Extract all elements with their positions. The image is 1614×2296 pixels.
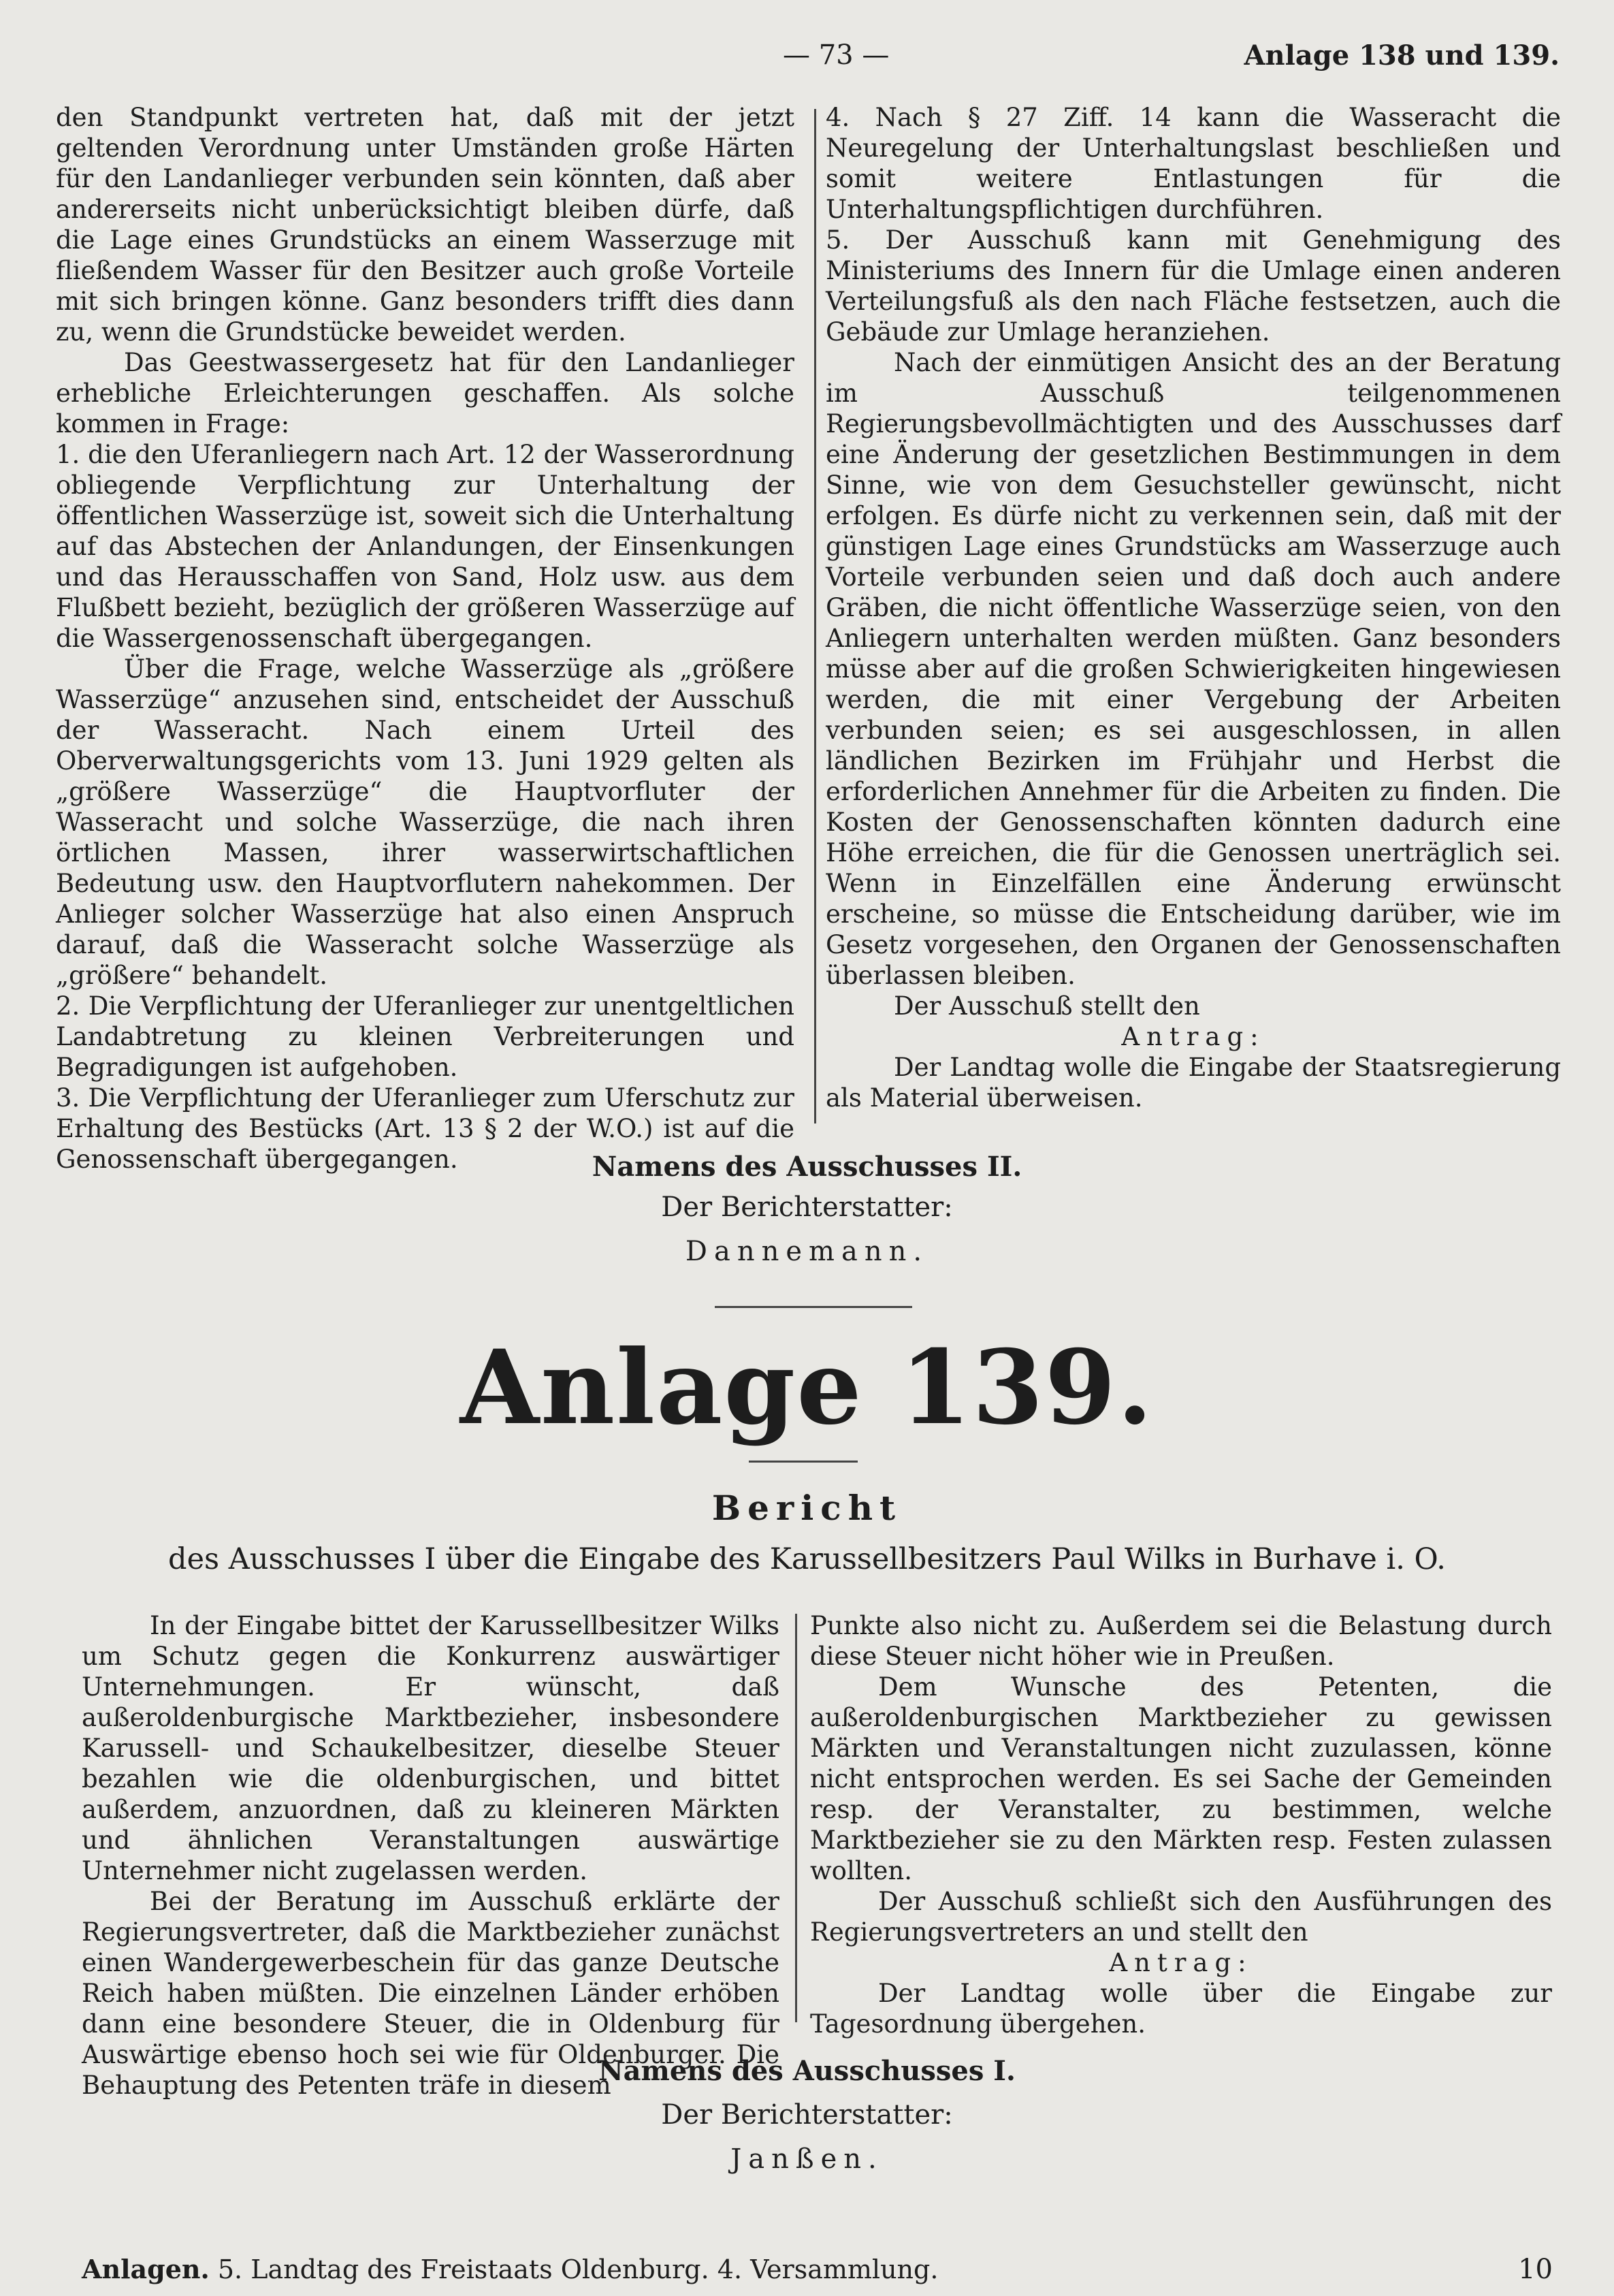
page-header [61, 39, 1560, 87]
page-footer [82, 2254, 1553, 2284]
paragraph: Der Ausschuß schließt sich den Ausführungen des Regierungsvertreters an und stellt den [810, 1887, 1552, 1947]
paragraph: Antrag: [1121, 1022, 1265, 1051]
paragraph: Über die Frage, welche Wasserzüge als „größere Wasserzüge“ anzusehen sind, entscheidet der Ausschuß der Wasseracht. Nach einem Urteil des Oberverwaltungsgerichts vom 13. Juni 1929 gelten als „größere Wasserzüge“ die Hauptvorfluter der Wasseracht und solche Wasserzüge, die nach ihren örtlichen Massen, ihrer wasserwirtschaftlichen Bedeutung usw. den Hauptvorflutern nahekommen. Der Anlieger solcher Wasserzüge hat also einen Anspruch darauf, daß die Wasseracht solche Wasserzüge als „größere“ behandelt. [56, 654, 794, 990]
anlage139-title: Anlage 139. [459, 1328, 1155, 1448]
running-title: Anlage 138 und 139. [1244, 39, 1560, 71]
section-divider [715, 1306, 912, 1308]
paragraph: Der Landtag wolle die Eingabe der Staatsregierung als Material überweisen. [826, 1053, 1561, 1113]
column-divider [814, 109, 816, 1123]
footer-assembly: 5. Landtag des Freistaats Oldenburg. 4. Versammlung. [217, 2254, 939, 2284]
paragraph: Bei der Beratung im Ausschuß erklärte der Regierungsvertreter, daß die Marktbezieher zunächst einen Wandergewerbeschein für das ganze Deutsche Reich haben müßten. Die einzelnen Länder erhöben dann eine besondere Steuer, die in Oldenburg für Auswärtige ebenso hoch sei wie für Oldenburger. Die Behauptung des Petenten träfe in diesem [82, 1887, 779, 2100]
anlage139-left-column [82, 1610, 779, 2101]
title-underline [749, 1461, 858, 1463]
paragraph: Dem Wunsche des Petenten, die außeroldenburgischen Marktbezieher zu gewissen Märkten und Veranstaltungen nicht zuzulassen, könne nicht entsprochen werden. Es sei Sache der Gemeinden resp. der Veranstalter, zu bestimmen, welche Marktbezieher sie zu den Märkten resp. Festen zulassen wollten. [810, 1672, 1552, 1885]
paragraph: Nach der einmütigen Ansicht des an der Beratung im Ausschuß teilgenommenen Regierungsbevollmächtigten und des Ausschusses darf eine Änderung der gesetzlichen Bestimmungen in dem Sinne, wie von dem Gesuchsteller gewünscht, nicht erfolgen. Es dürfe nicht zu verkennen sein, daß mit der günstigen Lage eines Grundstücks am Wasserzuge auch Vorteile verbunden seien und daß doch auch andere Gräben, die nicht öffentliche Wasserzüge seien, von den Anliegern unterhalten werden müßten. Ganz besonders müsse aber auf die großen Schwierigkeiten hingewiesen werden, die mit einer Vergebung der Arbeiten verbunden seien; es sei ausgeschlossen, in allen ländlichen Bezirken im Frühjahr und Herbst die erforderlichen Annehmer für die Arbeiten zu finden. Die Kosten der Genossenschaften könnten dadurch eine Höhe erreichen, die für die Genossen unerträglich sei. Wenn in Einzelfällen eine Änderung erwünscht erscheine, so müsse die Entscheidung darüber, wie im Gesetz vorgesehen, den Organen der Genossenschaften überlassen bleiben. [826, 348, 1561, 990]
footer-label: Anlagen. [82, 2254, 210, 2284]
anlage138-right-column [826, 102, 1561, 1113]
paragraph: 1. die den Uferanliegern nach Art. 12 der Wasserordnung obliegende Verpflichtung zur Unterhaltung der öffentlichen Wasserzüge ist, soweit sich die Unterhaltung auf das Abstechen der Anlandungen, der Einsenkungen und das Herausschaffen von Sand, Holz usw. aus dem Flußbett bezieht, bezüglich der größeren Wasserzüge auf die Wassergenossenschaft übergegangen. [56, 440, 794, 653]
anlage138-signature-role: Der Berichterstatter: [661, 1192, 953, 1223]
paragraph: 3. Die Verpflichtung der Uferanlieger zum Uferschutz zur Erhaltung des Bestücks (Art. 13 § 2 der W.O.) ist auf die Genossenschaft übergegangen. [56, 1083, 794, 1174]
paragraph: Das Geestwassergesetz hat für den Landanlieger erhebliche Erleichterungen geschaffen. Als solche kommen in Frage: [56, 348, 794, 439]
sheet-number: 10 [1518, 2254, 1553, 2285]
page-number: — 73 — [783, 39, 890, 71]
paragraph: 5. Der Ausschuß kann mit Genehmigung des Ministeriums des Innern für die Umlage einen anderen Verteilungsfuß als den nach Fläche festsetzen, auch die Gebäude zur Umlage heranziehen. [826, 225, 1561, 347]
column-divider [795, 1614, 797, 2022]
paragraph: Antrag: [1109, 1948, 1253, 1977]
report-description: des Ausschusses I über die Eingabe des Karussellbesitzers Paul Wilks in Burhave i. O. [168, 1542, 1446, 1576]
anlage138-signature-name: Dannemann. [685, 1236, 929, 1267]
paragraph: Der Landtag wolle über die Eingabe zur Tagesordnung übergehen. [810, 1979, 1552, 2039]
footer-text [82, 2254, 938, 2284]
anlage139-right-column [810, 1610, 1552, 2039]
paragraph: 4. Nach § 27 Ziff. 14 kann die Wasseracht die Neuregelung der Unterhaltungslast beschließen und somit weitere Entlastungen für die Unterhaltungspflichtigen durchführen. [826, 103, 1561, 224]
paragraph: 2. Die Verpflichtung der Uferanlieger zur unentgeltlichen Landabtretung zu kleinen Verbreiterungen und Begradigungen ist aufgehoben. [56, 991, 794, 1082]
anlage139-signature-name: Janßen. [730, 2143, 884, 2175]
paragraph: Der Ausschuß stellt den [894, 991, 1200, 1021]
anlage138-left-column [56, 102, 794, 1175]
anlage138-signature-committee: Namens des Ausschusses II. [592, 1151, 1022, 1183]
anlage139-signature-role: Der Berichterstatter: [661, 2099, 953, 2131]
anlage139-signature-committee: Namens des Ausschusses I. [598, 2055, 1016, 2087]
paragraph: den Standpunkt vertreten hat, daß mit der jetzt geltenden Verordnung unter Umständen große Härten für den Landanlieger verbunden sein könnten, daß aber andererseits nicht unberücksichtigt bleiben dürfe, daß die Lage eines Grundstücks an einem Wasserzuge mit fließendem Wasser für den Besitzer auch große Vorteile mit sich bringen könne. Ganz besonders trifft dies dann zu, wenn die Grundstücke beweidet werden. [56, 103, 794, 347]
paragraph: In der Eingabe bittet der Karussellbesitzer Wilks um Schutz gegen die Konkurrenz auswärtiger Unternehmungen. Er wünscht, daß außeroldenburgische Marktbezieher, insbesondere Karussell- und Schaukelbesitzer, dieselbe Steuer bezahlen wie die oldenburgischen, und bittet außerdem, anzuordnen, daß zu kleineren Märkten und ähnlichen Veranstaltungen auswärtige Unternehmer nicht zugelassen werden. [82, 1611, 779, 1885]
report-heading: Bericht [711, 1488, 903, 1528]
paragraph: Punkte also nicht zu. Außerdem sei die Belastung durch diese Steuer nicht höher wie in Preußen. [810, 1611, 1552, 1671]
